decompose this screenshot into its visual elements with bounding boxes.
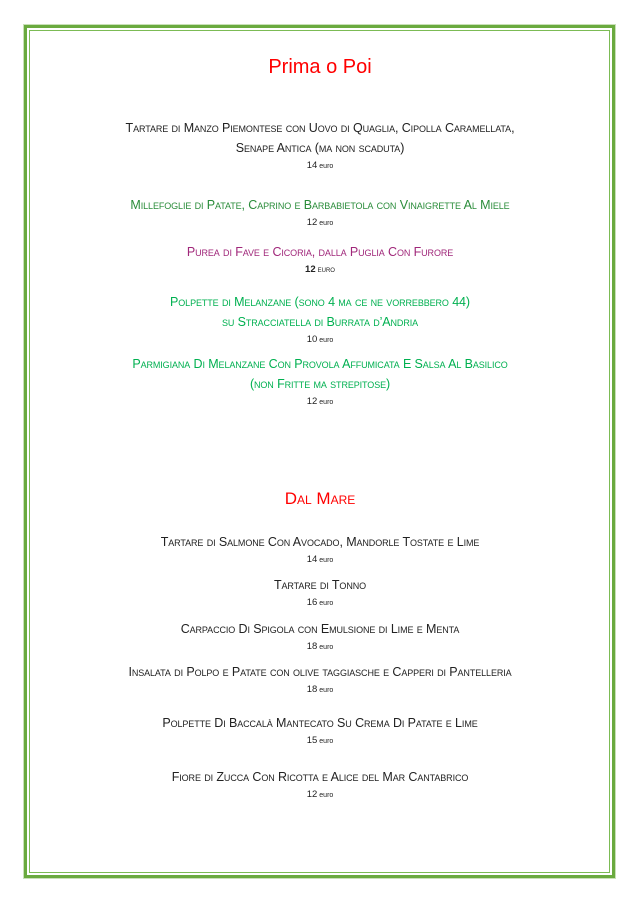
price-unit: EURO — [317, 268, 335, 274]
menu-item — [0, 767, 640, 802]
price-value: 18 — [306, 641, 318, 652]
price-value: 14 — [306, 160, 318, 171]
item-price — [0, 263, 640, 278]
price-unit: euro — [319, 220, 334, 227]
item-name — [0, 354, 640, 394]
item-name — [0, 292, 640, 332]
menu-item — [0, 242, 640, 278]
item-price — [0, 596, 640, 610]
menu-item — [0, 354, 640, 409]
item-name — [0, 575, 640, 595]
item-name-line: Tartare di Tonno — [273, 578, 367, 592]
price-unit: euro — [319, 792, 334, 799]
price-value: 18 — [306, 684, 318, 695]
price-unit: euro — [319, 644, 334, 651]
item-price — [0, 333, 640, 347]
price-value: 12 — [306, 396, 318, 407]
item-name — [0, 767, 640, 787]
menu-item — [0, 532, 640, 567]
price-unit: euro — [319, 600, 334, 607]
item-name-line: Fiore di Zucca Con Ricotta e Alice del Mar Cantabrico — [171, 770, 469, 784]
item-name — [0, 242, 640, 262]
price-value: 12 — [306, 217, 318, 228]
item-price — [0, 640, 640, 654]
item-name-line: Insalata di Polpo e Patate con olive taggiasche e Capperi di Pantelleria — [128, 665, 512, 679]
price-value: 14 — [306, 554, 318, 565]
menu-item — [0, 195, 640, 230]
item-price — [0, 395, 640, 409]
price-value: 15 — [306, 735, 318, 746]
price-value: 16 — [306, 597, 318, 608]
menu-item — [0, 662, 640, 697]
item-price — [0, 553, 640, 567]
section-title-dal-mare: Dal Mare — [284, 489, 356, 508]
item-name-line: (non Fritte ma strepitose) — [249, 377, 391, 391]
item-name — [0, 118, 640, 158]
item-price — [0, 734, 640, 748]
price-value: 12 — [305, 264, 316, 275]
item-price — [0, 159, 640, 173]
item-name-line: Tartare di Manzo Piemontese con Uovo di Quaglia, Cipolla Caramellata, — [125, 121, 515, 135]
item-price — [0, 683, 640, 697]
item-name — [0, 195, 640, 215]
item-name — [0, 532, 640, 552]
item-name — [0, 619, 640, 639]
item-name-line: Millefoglie di Patate, Caprino e Barbabietola con Vinaigrette Al Miele — [130, 198, 510, 212]
item-name-line: Purea di Fave e Cicoria, dalla Puglia Con Furore — [186, 245, 454, 259]
menu-item — [0, 575, 640, 610]
price-unit: euro — [319, 163, 334, 170]
item-name-line: Tartare di Salmone Con Avocado, Mandorle Tostate e Lime — [160, 535, 480, 549]
price-unit: euro — [319, 337, 334, 344]
item-name-line: Senape Antica (ma non scaduta) — [235, 141, 405, 155]
menu-item — [0, 713, 640, 748]
price-unit: euro — [319, 738, 334, 745]
menu-title: Prima o Poi — [268, 56, 372, 78]
menu-item — [0, 118, 640, 173]
menu-item — [0, 292, 640, 347]
item-name-line: Polpette Di Baccalà Mantecato Su Crema Di Patate e Lime — [162, 716, 478, 730]
item-name-line: Carpaccio Di Spigola con Emulsione di Lime e Menta — [180, 622, 460, 636]
price-value: 10 — [306, 334, 318, 345]
item-name — [0, 662, 640, 682]
item-price — [0, 788, 640, 802]
price-unit: euro — [319, 687, 334, 694]
item-name-line: Polpette di Melanzane (sono 4 ma ce ne vorrebbero 44) — [170, 295, 470, 309]
item-name — [0, 713, 640, 733]
price-unit: euro — [319, 557, 334, 564]
price-value: 12 — [306, 789, 318, 800]
item-price — [0, 216, 640, 230]
menu-item — [0, 619, 640, 654]
item-name-line: Parmigiana Di Melanzane Con Provola Affumicata E Salsa Al Basilico — [132, 357, 508, 371]
item-name-line: su Stracciatella di Burrata d’Andria — [221, 315, 419, 329]
price-unit: euro — [319, 399, 334, 406]
